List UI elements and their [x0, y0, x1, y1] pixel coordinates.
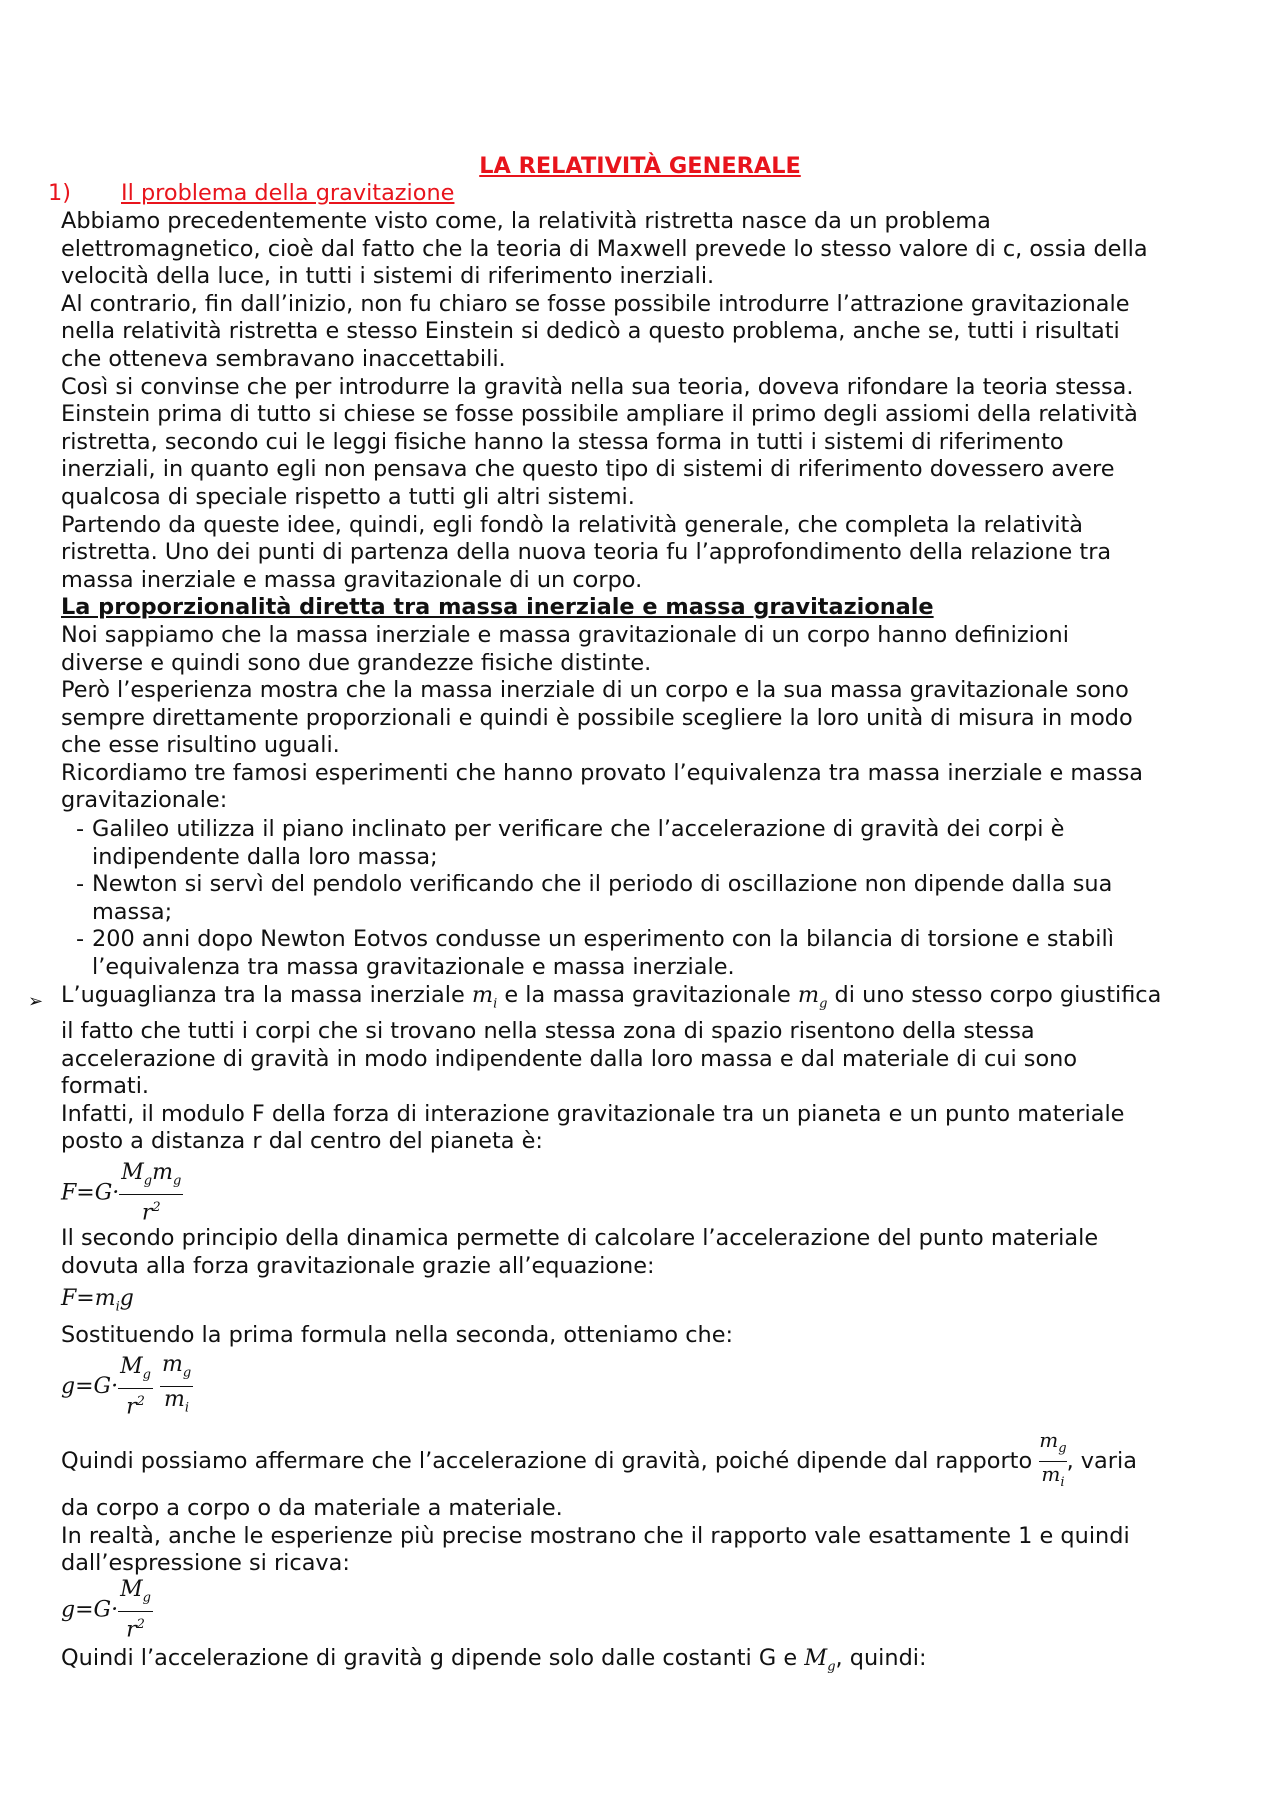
- list-item-text: Newton si servì del pendolo verificando che il periodo di oscillazione non dipende dalla sua massa;: [92, 871, 1113, 925]
- list-item: [76, 926, 1236, 981]
- formula-second-law: $F=m_ig$: [61, 1286, 134, 1315]
- paragraph: Einstein prima di tutto si chiese se fosse possibile ampliare il primo degli assiomi della relatività ristretta, secondo cui le leggi fisiche hanno la stessa forma in tutti i sistemi di riferimento inerziali, in quanto egli non pensava che questo tipo di sistemi di riferimento dovessero avere qualcosa di speciale rispetto a tutti gli altri sistemi.: [61, 401, 1138, 510]
- paragraph: In realtà, anche le esperienze più precise mostrano che il rapporto vale esattamente 1 e quindi dall’espressione si ricava:: [61, 1522, 1130, 1577]
- paragraph: [61, 982, 1241, 1101]
- dash-marker: -: [76, 816, 85, 842]
- paragraph: Infatti, il modulo F della forza di interazione gravitazionale tra un pianeta e un punto materiale posto a distanza r dal centro del pianeta è:: [61, 1100, 1125, 1155]
- math-mg: $m_g$: [797, 982, 828, 1012]
- conclusion-text: [61, 1645, 1241, 1681]
- paragraph: Quindi l’accelerazione di gravità g dipende solo dalle costanti G e $M_g$, quindi:: [61, 1645, 927, 1675]
- paragraph: Sostituendo la prima formula nella seconda, otteniamo che:: [61, 1322, 734, 1348]
- list-item-text: 200 anni dopo Newton Eotvos condusse un esperimento con la bilancia di torsione e stabilì l’equivalenza tra massa gravitazionale e massa inerziale.: [92, 926, 1114, 980]
- page-title: LA RELATIVITÀ GENERALE: [479, 153, 801, 179]
- paragraph: Ricordiamo tre famosi esperimenti che hanno provato l’equivalenza tra massa inerziale e massa gravitazionale:: [61, 759, 1144, 814]
- ratio-text: [61, 1428, 1241, 1578]
- math-mi: $m_i$: [471, 982, 498, 1012]
- math-ratio: $\frac{m_g}{m_i}$: [1039, 1428, 1067, 1490]
- dash-marker: -: [76, 871, 85, 898]
- list-item-text: Galileo utilizza il piano inclinato per verificare che l’accelerazione di gravità dei corpi è indipendente dalla loro massa;: [92, 816, 1065, 870]
- arrow-bullet-icon: ➢: [28, 991, 44, 1012]
- text-span: di uno stesso corpo giustifica il fatto che tutti i corpi che si trovano nella stessa zona di spazio risentono della stessa accelerazione di gravità in modo indipendente dalla loro massa e dal materiale di cui sono formati.: [61, 982, 1162, 1100]
- dash-marker: -: [76, 926, 85, 953]
- list-item: [76, 871, 1236, 926]
- second-principle-text: [61, 1225, 1241, 1280]
- formula-g-ratio: g=G· $\frac{M_g}{r^2}$ $\frac{m_g}{m_i}$: [61, 1352, 192, 1420]
- intro-text: [61, 208, 1241, 815]
- paragraph: Così si convinse che per introdurre la gravità nella sua teoria, doveva rifondare la teoria stessa.: [61, 373, 1134, 400]
- paragraph: da corpo a corpo o da materiale a materiale.: [61, 1495, 563, 1521]
- list-item: [76, 816, 1236, 871]
- formula-g-final: g=G· $\frac{M_g}{r^2}$: [61, 1577, 151, 1643]
- paragraph: Quindi possiamo affermare che l’accelerazione di gravità, poiché dipende dal rapporto $\frac{m_g}{m_i}$ , varia: [61, 1428, 1241, 1495]
- section-title: Il problema della gravitazione: [121, 180, 455, 206]
- math-Mg: $M_g$: [804, 1645, 836, 1675]
- paragraph: Abbiamo precedentemente visto come, la relatività ristretta nasce da un problema elettromagnetico, cioè dal fatto che la teoria di Maxwell prevede lo stesso valore di c, ossia della velocità della luce, in tutti i sistemi di riferimento inerziali.: [61, 208, 1148, 290]
- equivalence-text: [61, 982, 1241, 1156]
- paragraph: Noi sappiamo che la massa inerziale e massa gravitazionale di un corpo hanno definizioni diverse e quindi sono due grandezze fisiche distinte.: [61, 621, 1069, 676]
- text-span: L’uguaglianza tra la massa inerziale: [61, 982, 472, 1008]
- paragraph: Però l’esperienza mostra che la massa inerziale di un corpo e la sua massa gravitazionale sono sempre direttamente proporzionali e quindi è possibile scegliere la loro unità di misura in modo che esse risultino uguali.: [61, 677, 1133, 759]
- subheading: La proporzionalità diretta tra massa inerziale e massa gravitazionale: [61, 594, 934, 621]
- paragraph: Il secondo principio della dinamica permette di calcolare l’accelerazione del punto materiale dovuta alla forza gravitazionale grazie all’equazione:: [61, 1225, 1099, 1279]
- paragraph: Al contrario, fin dall’inizio, non fu chiaro se fosse possibile introdurre l’attrazione gravitazionale nella relatività ristretta e stesso Einstein si dedicò a questo problema, anche se, tutti i risultati che otteneva sembravano inaccettabili.: [61, 290, 1130, 372]
- paragraph: Partendo da queste idee, quindi, egli fondò la relatività generale, che completa la relatività ristretta. Uno dei punti di partenza della nuova teoria fu l’approfondimento della relazione tra massa inerziale e massa gravitazionale di un corpo.: [61, 511, 1112, 593]
- substitution-text: [61, 1322, 1241, 1350]
- section-number: 1): [48, 180, 71, 206]
- formula-gravitational-force: F=G· $\frac{M_gm_g}{r^2}$: [61, 1160, 182, 1226]
- experiment-list: [76, 816, 1236, 982]
- text-span: e la massa gravitazionale: [497, 982, 798, 1008]
